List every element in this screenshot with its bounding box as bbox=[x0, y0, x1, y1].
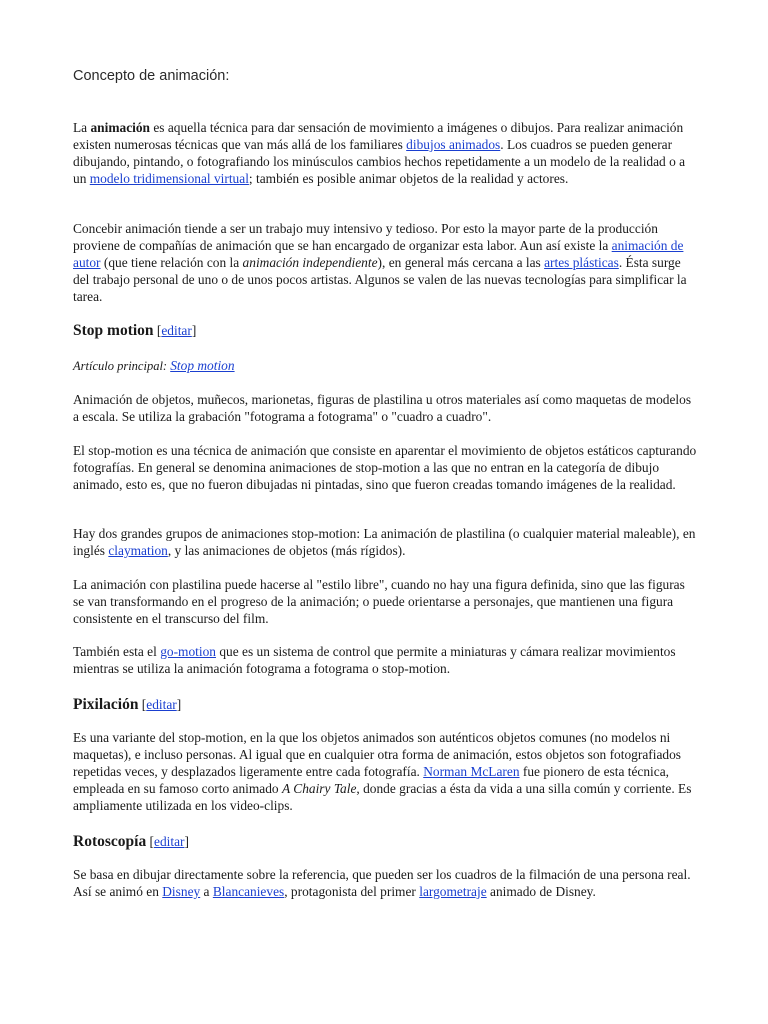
bracket-open: [ bbox=[146, 834, 155, 849]
text: ), en general más cercana a las bbox=[377, 254, 545, 270]
link-norman-mclaren[interactable]: Norman McLaren bbox=[423, 763, 520, 779]
link-animacion-de-autor[interactable]: animación de autor bbox=[73, 237, 684, 270]
bracket-close: ] bbox=[191, 323, 197, 338]
text: (que tiene relación con la bbox=[100, 254, 243, 270]
stop-motion-paragraph-4: La animación con plastilina puede hacerse al "estilo libre", cuando no hay una figura definida, sino que las figuras se van transformando en el progreso de la animación; o puede orientarse a personajes, que mantienen una figura consistente en el transcurso del film. bbox=[73, 577, 685, 626]
bracket-open: [ bbox=[138, 697, 147, 712]
stop-motion-paragraph-3 bbox=[73, 526, 698, 560]
main-article-note bbox=[73, 358, 235, 374]
text: es aquella técnica para dar sensación de movimiento a imágenes o dibujos. Para realizar animación existen numerosas técnicas que van más allá de los familiares bbox=[73, 120, 684, 152]
intro-paragraph-2 bbox=[73, 221, 698, 306]
text: ; también es posible animar objetos de la realidad y actores. bbox=[248, 170, 569, 186]
text: También esta el bbox=[73, 644, 161, 659]
text: . Ésta surge del trabajo personal de uno o de unos pocos artistas. Algunos se valen de las nuevas tecnologías para simplificar la tarea. bbox=[73, 254, 687, 304]
text: Se basa en dibujar directamente sobre la referencia, que pueden ser los cuadros de la filmación de una persona real. Así se animó en bbox=[73, 867, 691, 899]
text: animado de Disney. bbox=[486, 883, 596, 899]
stop-motion-paragraph-1: Animación de objetos, muñecos, marionetas, figuras de plastilina u otros materiales así como maquetas de modelos a escala. Se utiliza la grabación "fotograma a fotograma" o "cuadro a cuadro". bbox=[73, 392, 692, 424]
text: a bbox=[200, 883, 213, 899]
pixilacion-paragraph-1 bbox=[73, 730, 698, 815]
text: , y las animaciones de objetos (más rígidos). bbox=[167, 542, 406, 558]
link-modelo-tridimensional-virtual[interactable]: modelo tridimensional virtual bbox=[89, 170, 249, 186]
stop-motion-paragraph-5 bbox=[73, 644, 698, 678]
bracket-close: ] bbox=[176, 697, 182, 712]
text: Concebir animación tiende a ser un trabajo muy intensivo y tedioso. Por esto la mayor parte de la producción proviene de compañías de animación que se han encargado de organizar esta labor. Aun así existe la bbox=[73, 221, 658, 253]
text: Es una variante del stop-motion, en la que los objetos animados son auténticos objetos comunes (no modelos ni maquetas), e incluso personas. Al igual que en cualquier otra forma de animación, estos objetos son fotografiados repetidas veces, y desplazados ligeramente entre cada fotografía. bbox=[73, 730, 681, 779]
bracket-close: ] bbox=[184, 834, 189, 849]
link-claymation[interactable]: claymation bbox=[108, 542, 168, 558]
main-article-label: Artículo principal: bbox=[73, 359, 171, 373]
link-dibujos-animados[interactable]: dibujos animados bbox=[406, 136, 501, 152]
text: que es un sistema de control que permite a miniaturas y cámara realizar movimientos mientras se utiliza la animación fotograma a fotograma o stop-motion. bbox=[73, 644, 676, 676]
text: , donde gracias a ésta da vida a una silla común y corriente. Es ampliamente utilizada en los video-clips. bbox=[73, 780, 692, 813]
italic-title: A Chairy Tale bbox=[281, 780, 357, 796]
link-main-article-stop-motion[interactable]: Stop motion bbox=[170, 358, 235, 373]
bold-term-animacion: animación bbox=[90, 120, 151, 135]
intro-paragraph-1 bbox=[73, 120, 698, 188]
text: fue pionero de esta técnica, empleada en su famoso corto animado bbox=[73, 763, 669, 796]
section-heading-stop-motion bbox=[73, 322, 196, 340]
link-largometraje[interactable]: largometraje bbox=[419, 883, 487, 899]
section-heading-rotoscopia bbox=[73, 833, 189, 851]
text: La bbox=[73, 120, 91, 135]
edit-link-rotoscopia[interactable]: editar bbox=[154, 834, 185, 849]
stop-motion-paragraph-2: El stop-motion es una técnica de animación que consiste en aparentar el movimiento de objetos estáticos capturando fotografías. En general se denomina animaciones de stop-motion a las que no entran en la categoría de dibujo animado, esto es, que no fueron dibujadas ni pintadas, sino que fueron creadas tomando imágenes de la realidad. bbox=[73, 443, 697, 492]
text: , protagonista del primer bbox=[284, 883, 420, 899]
link-disney[interactable]: Disney bbox=[162, 883, 201, 899]
heading-text: Stop motion bbox=[73, 322, 154, 339]
italic-term: animación independiente bbox=[242, 254, 378, 270]
bracket-open: [ bbox=[153, 323, 162, 338]
heading-text: Pixilación bbox=[73, 696, 139, 713]
edit-link-wrapper bbox=[146, 834, 189, 849]
section-heading-pixilacion bbox=[73, 696, 181, 714]
heading-text: Rotoscopía bbox=[73, 833, 147, 850]
link-blancanieves[interactable]: Blancanieves bbox=[212, 883, 285, 899]
link-artes-plasticas[interactable]: artes plásticas bbox=[544, 254, 619, 270]
edit-link-wrapper bbox=[154, 323, 197, 338]
link-go-motion[interactable]: go-motion bbox=[160, 644, 216, 659]
edit-link-wrapper bbox=[138, 697, 181, 712]
document-title: Concepto de animación: bbox=[73, 68, 230, 84]
edit-link-stop-motion[interactable]: editar bbox=[161, 323, 192, 338]
text: Hay dos grandes grupos de animaciones stop-motion: La animación de plastilina (o cualquier material maleable), en inglés bbox=[73, 526, 696, 558]
text: . Los cuadros se pueden generar dibujando, pintando, o fotografiando los minúsculos cambios hechos repetidamente a un modelo de la realidad o a un bbox=[73, 136, 686, 186]
rotoscopia-paragraph-1 bbox=[73, 867, 698, 901]
edit-link-pixilacion[interactable]: editar bbox=[146, 697, 177, 712]
